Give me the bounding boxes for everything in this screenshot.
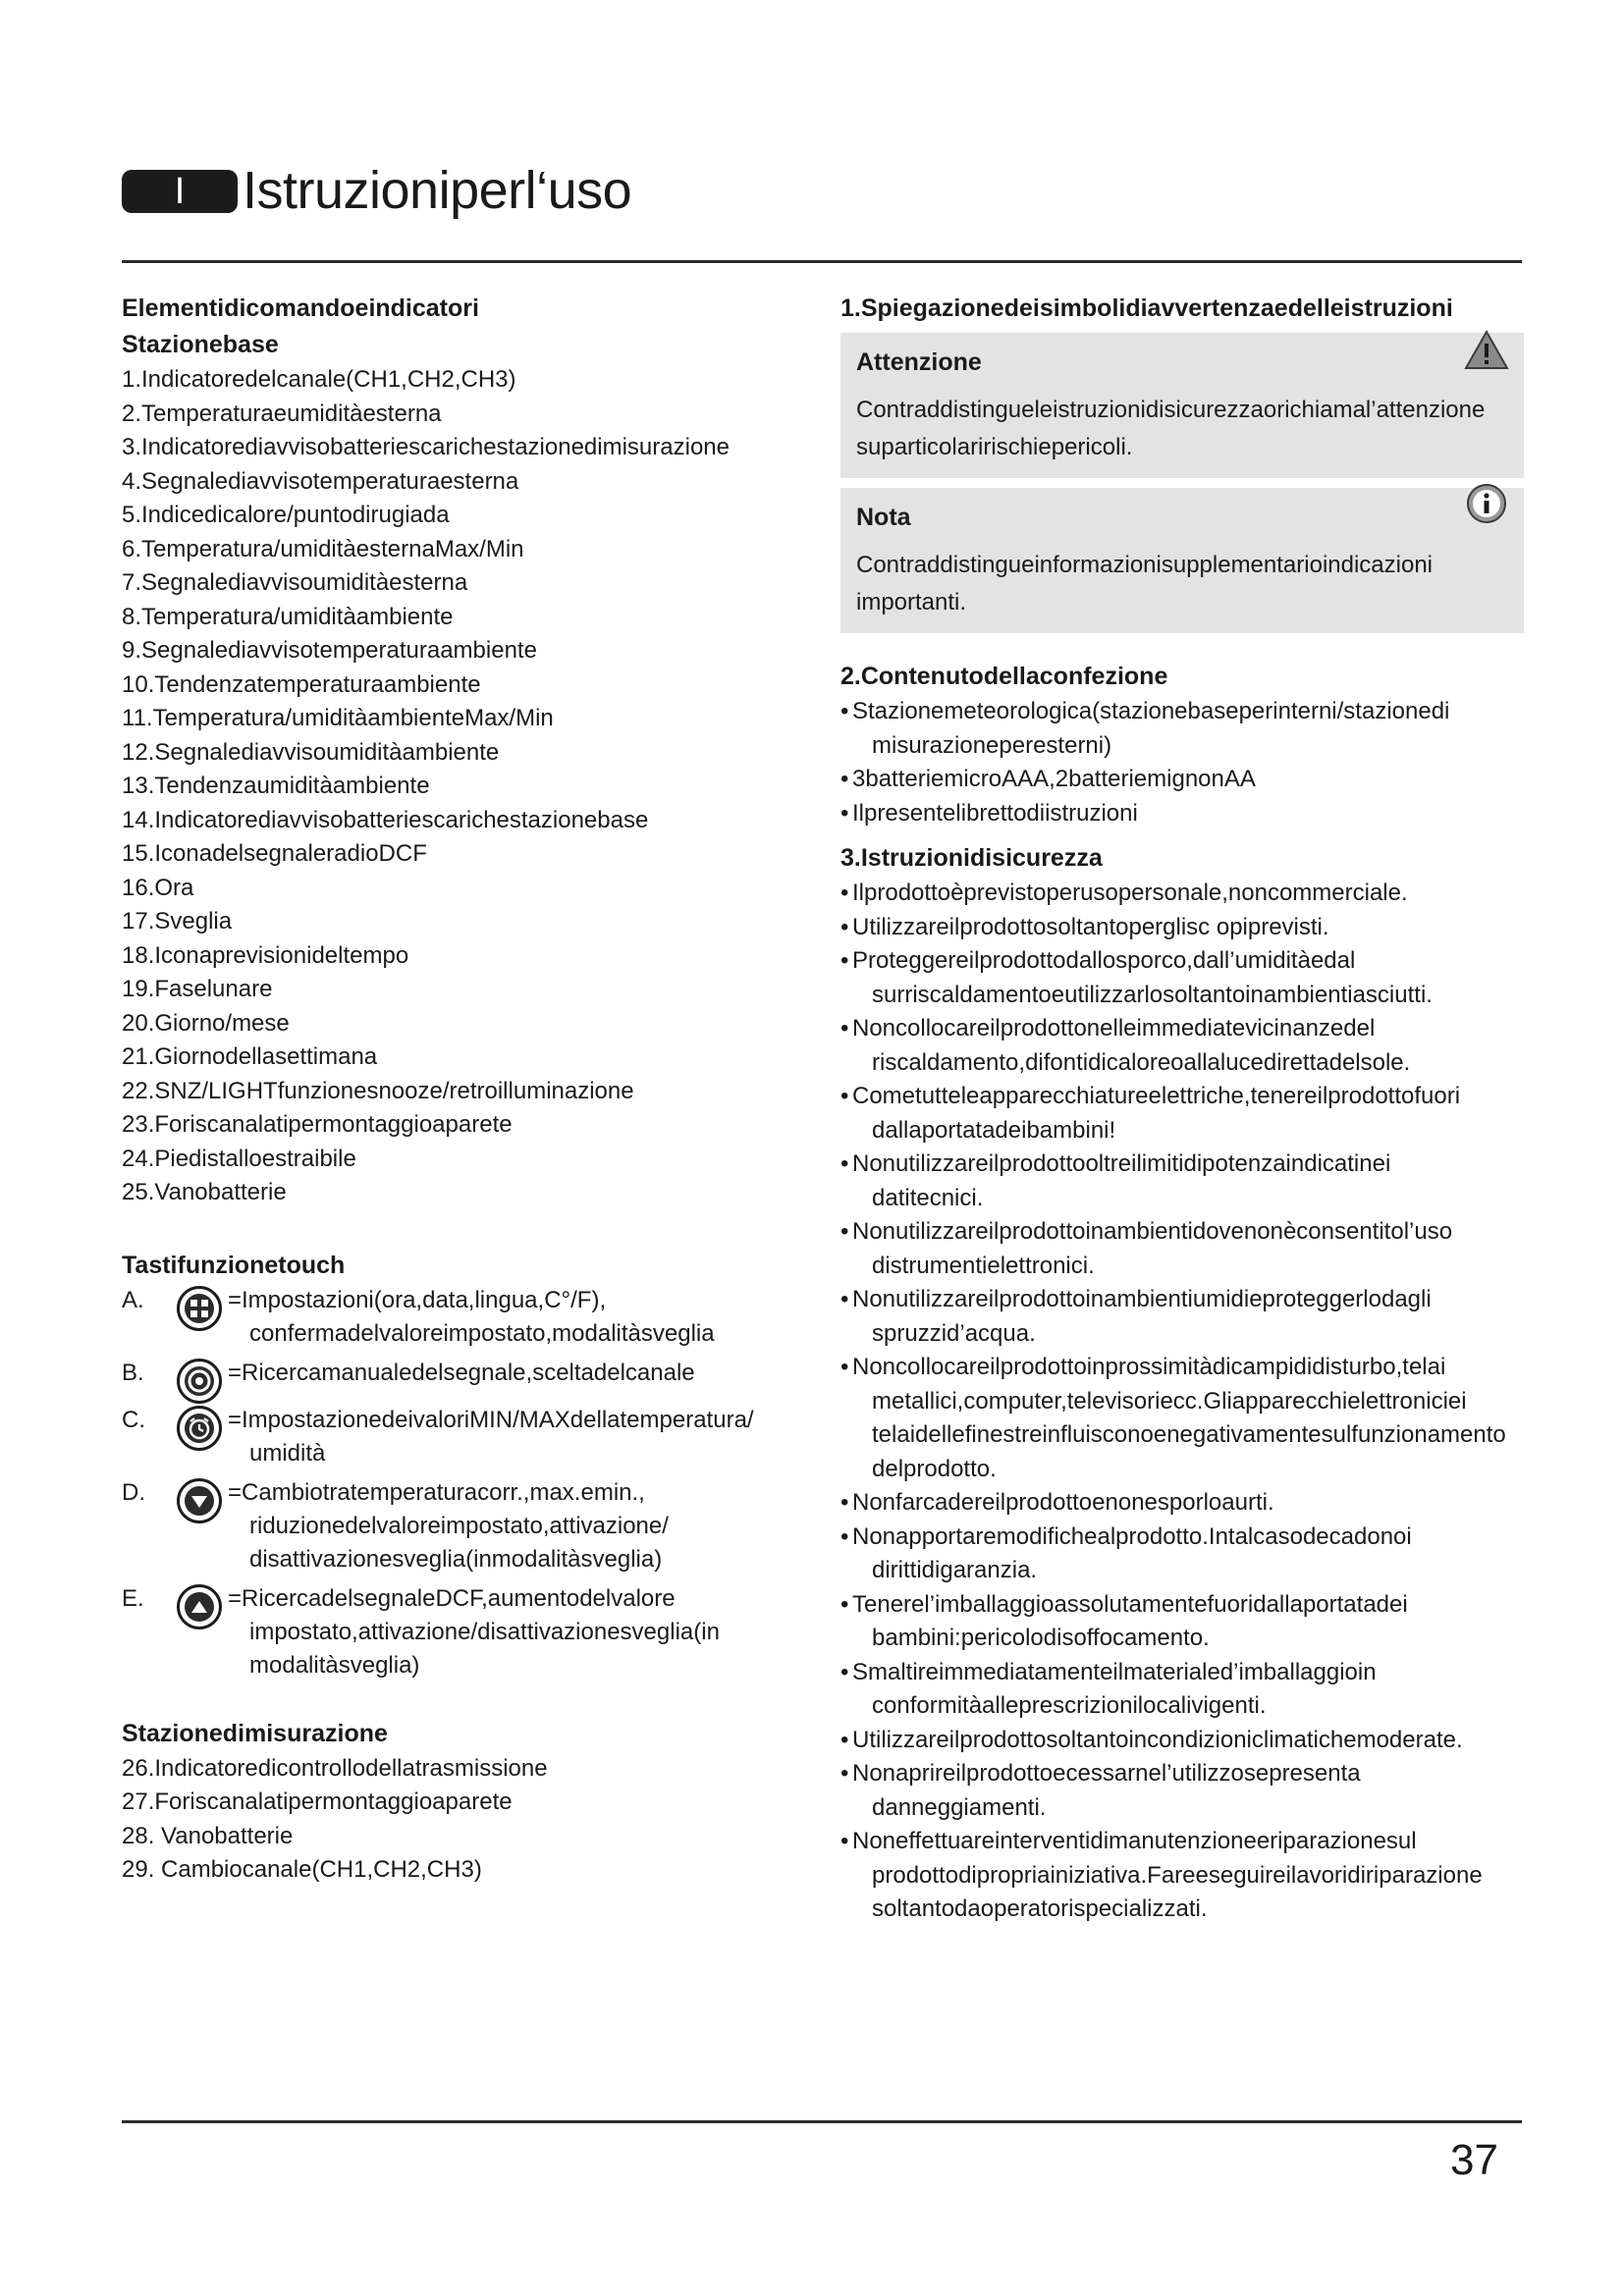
bullet-text: Ilprodottoèprevistoperusopersonale,noncommerciale.	[852, 880, 1408, 906]
touch-keys-list	[122, 1284, 809, 1682]
touch-key-row	[122, 1357, 809, 1390]
base-station-item: 10.Tendenzatemperaturaambiente	[122, 670, 481, 698]
safety-item	[840, 1825, 1524, 1927]
safety-item	[840, 911, 1524, 945]
warning-text	[856, 392, 1508, 466]
base-station-item: 17.Sveglia	[122, 908, 233, 934]
bullet-text: Utilizzareilprodottosoltantoincondizioniclimatichemoderate.	[852, 1726, 1463, 1753]
base-station-item: 15.IconadelsegnaleradioDCF	[122, 840, 427, 867]
base-station-item: 12.Segnalediavvisoumiditàambiente	[122, 738, 500, 766]
touch-key-line: impostato,attivazione/disattivazionesveglia(in	[249, 1618, 720, 1645]
bullet-continuation: spruzzid’acqua.	[872, 1319, 1036, 1347]
left-column	[122, 291, 809, 1888]
base-station-item: 5.Indicedicalore/puntodirugiada	[122, 502, 450, 528]
bullet-text: Noncollocareilprodottonelleimmediatevicinanzedel	[852, 1015, 1376, 1041]
bullet-continuation: distrumentielettronici.	[872, 1252, 1095, 1279]
touch-key-line: riduzionedelvaloreimpostato,attivazione/	[249, 1512, 669, 1539]
base-station-item: 18.Iconaprevisionideltempo	[122, 941, 409, 969]
touch-key-description	[228, 1476, 809, 1576]
alarm-clock-icon	[177, 1406, 222, 1451]
grid-icon	[177, 1286, 222, 1331]
bullet-text: Nonapportaremodifichealprodotto.Intalcasodecadonoi	[852, 1522, 1412, 1550]
touch-key-line: umidità	[249, 1439, 326, 1467]
arrow-down-icon	[177, 1478, 222, 1523]
base-station-item: 2.Temperaturaeumiditàesterna	[122, 400, 442, 427]
base-station-item: 24.Piedistalloestraibile	[122, 1145, 356, 1172]
search-signal-icon	[177, 1359, 222, 1404]
contents-list	[840, 695, 1524, 830]
base-station-item: 20.Giorno/mese	[122, 1009, 290, 1037]
bullet-continuation: datitecnici.	[872, 1184, 984, 1211]
touch-key-letter: A.	[122, 1286, 144, 1313]
contents-item	[840, 763, 1524, 797]
controls-section-title: Elementidicomandoeindicatori	[122, 294, 479, 322]
base-station-item: 3.Indicatorediavvisobatteriescarichestazionedimisurazione	[122, 434, 730, 460]
safety-item	[840, 1012, 1524, 1080]
bullet-text: Utilizzareilprodottosoltantoperglisc opiprevisti.	[852, 913, 1329, 940]
touch-key-letter: E.	[122, 1584, 144, 1612]
note-box	[840, 488, 1524, 633]
base-station-item: 8.Temperatura/umiditàambiente	[122, 603, 454, 630]
bullet-text: Tenerel’imballaggioassolutamentefuoridallaportatadei	[852, 1590, 1408, 1618]
warning-triangle-icon	[1463, 327, 1510, 374]
base-station-item: 25.Vanobatterie	[122, 1179, 287, 1205]
touch-key-line: =ImpostazionedeivaloriMIN/MAXdellatemperatura/	[228, 1406, 754, 1433]
touch-key-row	[122, 1404, 809, 1470]
note-text-line: importanti.	[856, 589, 967, 615]
bullet-text: Ilpresentelibrettodiistruzioni	[852, 799, 1138, 827]
safety-item	[840, 944, 1524, 1012]
base-station-item: 23.Foriscanalatipermontaggioaparete	[122, 1111, 513, 1138]
touch-key-line: confermadelvaloreimpostato,modalitàsveglia	[249, 1319, 715, 1347]
touch-key-letter: C.	[122, 1406, 145, 1433]
page-number: 37	[1450, 2136, 1498, 2184]
base-station-item: 1.Indicatoredelcanale(CH1,CH2,CH3)	[122, 366, 516, 393]
safety-item	[840, 1148, 1524, 1215]
bullet-text: Smaltireimmediatamenteilmaterialed’imballaggioin	[852, 1658, 1377, 1685]
bullet-continuation: dallaportatadeibambini!	[872, 1116, 1116, 1144]
symbols-heading: 1.Spiegazionedeisimbolidiavvertenzaedelleistruzioni	[840, 294, 1453, 322]
safety-item	[840, 1724, 1524, 1758]
safety-item	[840, 1656, 1524, 1724]
bullet-continuation: danneggiamenti.	[872, 1793, 1047, 1821]
bullet-text: Nonutilizzareilprodottoinambientidovenonèconsentitol’uso	[852, 1218, 1453, 1245]
note-text-line: Contraddistingueinformazionisupplementarioindicazioni	[856, 552, 1434, 578]
bullet-continuation: delprodotto.	[872, 1455, 997, 1482]
touch-key-line: =RicercadelsegnaleDCF,aumentodelvalore	[228, 1584, 676, 1612]
touch-key-line: disattivazionesveglia(inmodalitàsveglia)	[249, 1545, 663, 1573]
warning-title: Attenzione	[856, 348, 982, 376]
base-station-item: 21.Giornodellasettimana	[122, 1043, 378, 1070]
bullet-text: Cometutteleapparecchiatureelettriche,tenereilprodottofuori	[852, 1083, 1461, 1109]
measuring-station-list	[122, 1752, 809, 1888]
safety-item	[840, 1588, 1524, 1656]
base-station-item: 22.SNZ/LIGHTfunzionesnooze/retroilluminazione	[122, 1077, 634, 1104]
bullet-text: Proteggereilprodottodallosporco,dall’umiditàedal	[852, 947, 1356, 974]
bullet-continuation: metallici,computer,televisoriecc.Gliapparecchielettroniciei	[872, 1387, 1467, 1415]
note-title: Nota	[856, 504, 911, 531]
measuring-station-item: 29. Cambiocanale(CH1,CH2,CH3)	[122, 1856, 482, 1883]
bullet-text: 3batteriemicroAAA,2batteriemignonAA	[852, 766, 1256, 792]
safety-item	[840, 1215, 1524, 1283]
info-icon	[1463, 482, 1510, 529]
language-badge: I	[122, 170, 238, 213]
base-station-item: 7.Segnalediavvisoumiditàesterna	[122, 569, 468, 596]
bullet-continuation: dirittidigaranzia.	[872, 1557, 1038, 1583]
touch-key-row	[122, 1476, 809, 1576]
safety-item	[840, 877, 1524, 911]
bullet-continuation: soltantodaoperatorispecializzati.	[872, 1896, 1208, 1922]
touch-keys-heading: Tastifunzionetouch	[122, 1251, 346, 1279]
bullet-continuation: surriscaldamentoeutilizzarlosoltantoinambientiasciutti.	[872, 981, 1433, 1008]
touch-key-line: =Cambiotratemperaturacorr.,max.emin.,	[228, 1478, 645, 1506]
base-station-item: 14.Indicatorediavvisobatteriescarichestazionebase	[122, 806, 649, 833]
bullet-continuation: bambini:pericolodisoffocamento.	[872, 1625, 1210, 1651]
bullet-text: Nonfarcadereilprodottoenonesporloaurti.	[852, 1489, 1274, 1516]
touch-key-letter: D.	[122, 1478, 145, 1506]
safety-heading: 3.Istruzionidisicurezza	[840, 844, 1103, 872]
safety-list	[840, 877, 1524, 1927]
measuring-station-item: 26.Indicatoredicontrollodellatrasmissione	[122, 1754, 548, 1782]
touch-key-description	[228, 1357, 809, 1390]
header-divider	[122, 260, 1522, 263]
page-title: Istruzioniperl‘uso	[243, 161, 632, 220]
bullet-text: Noncollocareilprodottoinprossimitàdicampididisturbo,telai	[852, 1354, 1446, 1380]
right-column	[840, 291, 1524, 1927]
touch-key-line: modalitàsveglia)	[249, 1651, 420, 1679]
warning-box	[840, 333, 1524, 478]
touch-key-letter: B.	[122, 1359, 144, 1386]
bullet-continuation: misurazioneperesterni)	[872, 731, 1112, 759]
contents-heading: 2.Contenutodellaconfezione	[840, 663, 1168, 690]
base-station-item: 19.Faselunare	[122, 976, 273, 1002]
base-station-item: 13.Tendenzaumiditàambiente	[122, 773, 430, 799]
touch-key-row	[122, 1284, 809, 1351]
base-station-item: 16.Ora	[122, 874, 194, 901]
bullet-continuation: prodottodipropriainiziativa.Fareeseguireilavoridiriparazione	[872, 1861, 1483, 1889]
measuring-station-item: 28. Vanobatterie	[122, 1822, 294, 1849]
base-station-heading: Stazionebase	[122, 331, 279, 358]
bullet-text: Nonutilizzareilprodottooltreilimitidipotenzaindicatinei	[852, 1150, 1391, 1177]
bullet-text: Nonaprireilprodottoecessarnel’utilizzosepresenta	[852, 1760, 1361, 1787]
bullet-continuation: conformitàalleprescrizionilocalivigenti.	[872, 1692, 1267, 1719]
contents-item	[840, 797, 1524, 831]
measuring-station-item: 27.Foriscanalatipermontaggioaparete	[122, 1789, 513, 1815]
base-station-item: 6.Temperatura/umiditàesternaMax/Min	[122, 535, 524, 562]
bullet-text: Noneffettuareinterventidimanutenzioneeriparazionesul	[852, 1828, 1417, 1854]
touch-key-description	[228, 1582, 809, 1682]
warning-text-line: suparticolaririschiepericoli.	[856, 434, 1133, 460]
safety-item	[840, 1521, 1524, 1588]
base-station-item: 11.Temperatura/umiditàambienteMax/Min	[122, 705, 554, 731]
footer-divider	[122, 2120, 1522, 2123]
bullet-text: Nonutilizzareilprodottoinambientiumidieproteggerlodagli	[852, 1286, 1432, 1312]
bullet-continuation: telaidellefinestreinfluisconoenegativamentesulfunzionamento	[872, 1421, 1506, 1448]
safety-item	[840, 1283, 1524, 1351]
base-station-list	[122, 363, 809, 1210]
touch-key-description	[228, 1284, 809, 1351]
base-station-item: 9.Segnalediavvisotemperaturaambiente	[122, 637, 537, 664]
touch-key-description	[228, 1404, 809, 1470]
note-text	[856, 547, 1508, 621]
touch-key-line: =Impostazioni(ora,data,lingua,C°/F),	[228, 1286, 607, 1313]
base-station-item: 4.Segnalediavvisotemperaturaesterna	[122, 467, 519, 495]
contents-item	[840, 695, 1524, 763]
safety-item	[840, 1486, 1524, 1521]
safety-item	[840, 1351, 1524, 1486]
bullet-text: Stazionemeteorologica(stazionebaseperinterni/stazionedi	[852, 698, 1450, 724]
safety-item	[840, 1757, 1524, 1825]
touch-key-line: =Ricercamanualedelsegnale,sceltadelcanale	[228, 1359, 695, 1386]
arrow-up-icon	[177, 1584, 222, 1629]
touch-key-row	[122, 1582, 809, 1682]
bullet-continuation: riscaldamento,difontidicaloreoallalucedirettadelsole.	[872, 1048, 1411, 1076]
safety-item	[840, 1080, 1524, 1148]
warning-text-line: Contraddistingueleistruzionidisicurezzaorichiamal’attenzione	[856, 397, 1486, 423]
measuring-station-heading: Stazionedimisurazione	[122, 1719, 388, 1747]
